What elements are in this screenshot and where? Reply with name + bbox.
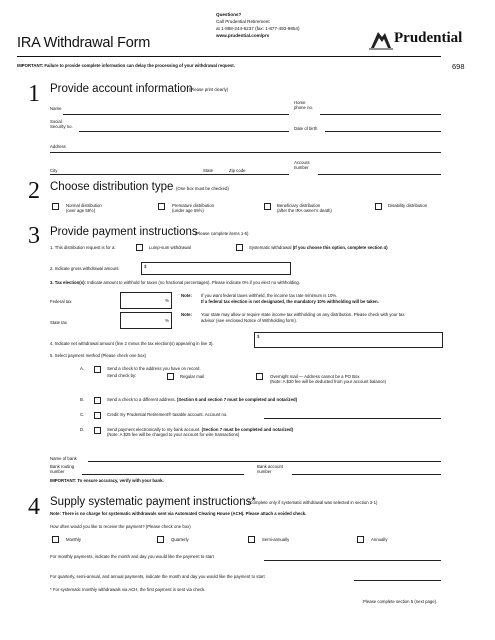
footnote: * For systematic monthly withdrawals via ACH, the first payment is sent via check. bbox=[50, 587, 206, 592]
state-note-2: advisor (see enclosed Notice of Withholding form). bbox=[201, 318, 298, 323]
quarterly-start-field[interactable] bbox=[354, 580, 441, 581]
continue-note: Please complete section 5 (next page). bbox=[363, 599, 438, 604]
ssn-field[interactable] bbox=[79, 131, 289, 132]
item1-label: 1. This distribution request is for a: bbox=[50, 245, 116, 250]
city-state-zip-field[interactable] bbox=[50, 174, 289, 175]
website-link[interactable]: www.prudential.com/prs bbox=[216, 33, 270, 38]
annually-checkbox[interactable] bbox=[357, 536, 364, 543]
premature-distribution-label: Premature distribution (under age 59½) bbox=[172, 203, 215, 213]
questions-label: Questions? bbox=[216, 12, 242, 17]
fed-note-2: If a federal tax election is not designated, the mandatory 10% withholding will be taken. bbox=[201, 299, 379, 304]
quarterly-label: Quarterly bbox=[171, 537, 189, 542]
method-a-checkbox[interactable] bbox=[94, 366, 101, 373]
routing-field[interactable] bbox=[82, 474, 244, 475]
phone-line: at 1-888-244-6237 (fax: 1-877-493-9854) bbox=[216, 26, 300, 31]
section2-title: Choose distribution type bbox=[50, 181, 174, 193]
bank-name-field[interactable] bbox=[88, 461, 441, 462]
monthly-checkbox[interactable] bbox=[52, 536, 59, 543]
annually-label: Annually bbox=[371, 537, 388, 542]
monthly-start-text: For monthly payments, indicate the month and day you would like the payment to start bbox=[50, 554, 214, 559]
section4-note: (Complete only if systematic withdrawal was selected in section 3-1) bbox=[248, 500, 378, 505]
monthly-label: Monthly bbox=[66, 537, 82, 542]
address-field[interactable] bbox=[50, 152, 441, 153]
item4-label: 4. Indicate net withdrawal amount (line 2 minus the tax election(s) appearing in line 3). bbox=[50, 341, 214, 346]
city-label: City bbox=[50, 168, 58, 173]
item2-label: 2. Indicate gross withdrawal amount bbox=[50, 266, 119, 271]
state-tax-label: State tax bbox=[50, 320, 67, 325]
section1-number: 1 bbox=[28, 81, 40, 107]
prudential-logo bbox=[369, 28, 393, 50]
name-field[interactable] bbox=[63, 114, 289, 115]
state-percent-sign: % bbox=[165, 318, 169, 323]
bank-name-label: Name of bank bbox=[50, 456, 77, 461]
rock-icon bbox=[369, 28, 393, 50]
method-a-text: Send a check to the address you have on record. bbox=[107, 366, 201, 371]
routing-label: Bank routing number bbox=[50, 464, 75, 474]
form-title: IRA Withdrawal Form bbox=[17, 35, 151, 51]
fed-note-1: If you want federal taxes withheld, the income tax rate minimum is 10%. bbox=[201, 293, 338, 298]
name-label: Name bbox=[50, 106, 62, 111]
systematic-checkbox[interactable] bbox=[236, 244, 243, 251]
dob-field[interactable] bbox=[325, 131, 441, 132]
item5-label: 5. Select payment method (Please check one box) bbox=[50, 353, 147, 358]
account-number-field[interactable] bbox=[318, 174, 441, 175]
method-d-text: Send payment electronically to my bank account. (Section 7 must be completed and notarized) (Note: A $25 fee will be charged to your account for wire transactions) bbox=[107, 427, 294, 437]
section4-number: 4 bbox=[28, 494, 40, 520]
regular-mail-label: Regular mail bbox=[180, 374, 205, 379]
method-c-letter: C. bbox=[80, 412, 85, 417]
state-note-label: Note: bbox=[181, 312, 192, 317]
fed-note-label: Note: bbox=[181, 293, 192, 298]
state-note-1: Your state may allow or require state income tax withholding on any distribution. Please check with your tax bbox=[201, 312, 405, 317]
section3-number: 3 bbox=[28, 223, 40, 249]
federal-tax-field[interactable] bbox=[120, 292, 172, 309]
zip-label: Zip code bbox=[229, 168, 246, 173]
home-phone-field[interactable] bbox=[320, 114, 441, 115]
quarterly-checkbox[interactable] bbox=[157, 536, 164, 543]
bank-account-label: Bank account number bbox=[257, 464, 284, 474]
bank-account-field[interactable] bbox=[292, 474, 441, 475]
section1-note: (Please print clearly) bbox=[189, 87, 229, 92]
section1-title: Provide account information bbox=[50, 83, 193, 95]
section3-title: Provide payment instructions bbox=[50, 226, 198, 238]
section2-number: 2 bbox=[28, 178, 40, 204]
brand-name: Prudential bbox=[394, 30, 463, 46]
overnight-mail-label: Overnight mail — Address cannot be a PO Box (Note: A $30 fee will be deducted from your account balance) bbox=[270, 374, 387, 384]
semi-annually-label: Semi-annually bbox=[262, 537, 290, 542]
federal-tax-label: Federal tax bbox=[50, 299, 72, 304]
regular-mail-checkbox[interactable] bbox=[167, 373, 174, 380]
method-d-letter: D. bbox=[80, 427, 85, 432]
header-rule bbox=[17, 56, 441, 57]
semi-annually-checkbox[interactable] bbox=[248, 536, 255, 543]
method-d-checkbox[interactable] bbox=[94, 427, 101, 434]
state-label: State bbox=[203, 168, 214, 173]
normal-distribution-label: Normal distribution (over age 59½) bbox=[66, 203, 102, 213]
important-note: IMPORTANT: Failure to provide complete information can delay the processing of your withdrawal request. bbox=[17, 63, 235, 68]
disability-distribution-checkbox[interactable] bbox=[375, 203, 382, 210]
method-b-text: Send a check to a different address. (Section 6 and section 7 must be completed and notarized) bbox=[107, 397, 298, 402]
method-b-checkbox[interactable] bbox=[94, 397, 101, 404]
section4-title: Supply systematic payment instructions* bbox=[50, 496, 256, 508]
account-number-label: Account number bbox=[294, 160, 310, 170]
lump-sum-label: Lump-sum withdrawal bbox=[149, 245, 191, 250]
normal-distribution-checkbox[interactable] bbox=[52, 203, 59, 210]
disability-distribution-label: Disability distribution bbox=[388, 203, 428, 208]
systematic-label: Systematic withdrawal (If you choose this option, complete section 4) bbox=[249, 245, 388, 250]
federal-percent-sign: % bbox=[165, 298, 169, 303]
ach-note: Note: There is no charge for systematic withdrawals sent via Automated Clearing House (ACH). Please attach a voided check. bbox=[50, 511, 307, 516]
taxable-account-field[interactable] bbox=[264, 418, 441, 419]
dob-label: Date of birth bbox=[294, 126, 318, 131]
address-label: Address bbox=[50, 144, 66, 149]
method-a-letter: A. bbox=[80, 366, 85, 371]
send-check-by-label: Send check by: bbox=[107, 373, 137, 378]
gross-amount-field[interactable] bbox=[141, 262, 291, 275]
section3-note: (Please complete items 1-5) bbox=[195, 231, 249, 236]
form-number: 698 bbox=[452, 62, 465, 71]
method-b-letter: B. bbox=[80, 397, 85, 402]
premature-distribution-checkbox[interactable] bbox=[158, 203, 165, 210]
overnight-mail-checkbox[interactable] bbox=[256, 373, 263, 380]
net-dollar-sign: $ bbox=[257, 334, 260, 339]
quarterly-start-text: For quarterly, semi-annual, and annual payments, indicate the month and day you would like the payment to start bbox=[50, 574, 265, 579]
how-often-label: How often would you like to receive the payment? (Please check one box) bbox=[50, 524, 191, 529]
lump-sum-checkbox[interactable] bbox=[136, 244, 143, 251]
state-tax-field[interactable] bbox=[120, 312, 172, 329]
section2-note: (One box must be checked) bbox=[176, 186, 229, 191]
important-verify: IMPORTANT: To ensure accuracy, verify with your bank. bbox=[50, 478, 164, 483]
home-phone-label: Home phone no. bbox=[294, 100, 314, 110]
method-c-text: Credit my Prudential Retirement® taxable account. Account no. bbox=[107, 412, 228, 417]
ssn-label: Social Security no. bbox=[50, 119, 73, 129]
item3-text: 3. Tax election(s): Indicate amount to withhold for taxes (no fractional percentages). Please indicate 0% if you elect no withholding. bbox=[50, 280, 301, 285]
call-line: Call Prudential Retirement bbox=[216, 19, 270, 24]
dollar-sign: $ bbox=[144, 264, 147, 269]
net-amount-field[interactable] bbox=[254, 332, 443, 348]
beneficiary-distribution-checkbox[interactable] bbox=[264, 203, 271, 210]
monthly-start-field[interactable] bbox=[264, 560, 441, 561]
beneficiary-distribution-label: Beneficiary distribution (after the IRA owner’s death) bbox=[277, 203, 332, 213]
method-c-checkbox[interactable] bbox=[94, 412, 101, 419]
